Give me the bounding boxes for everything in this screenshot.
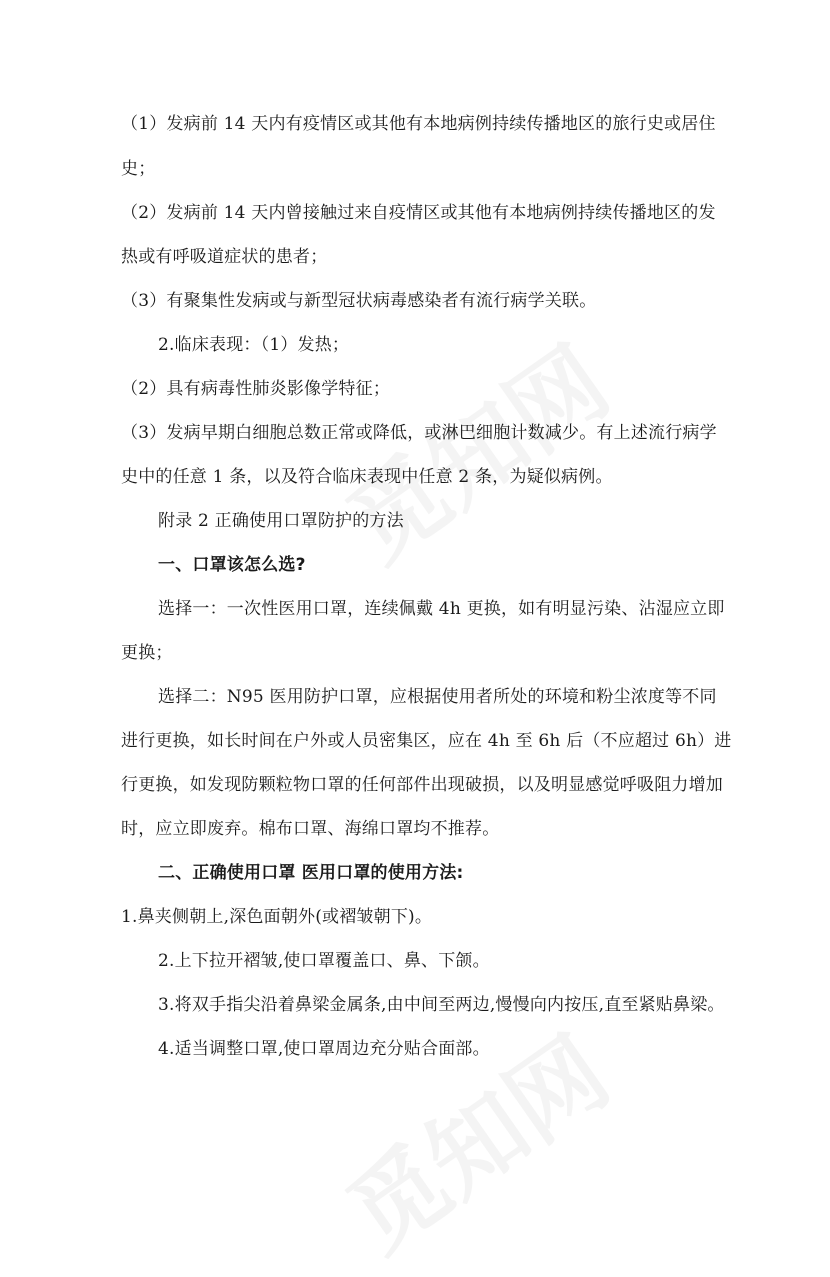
- text-line: 热或有呼吸道症状的患者；: [121, 247, 328, 267]
- section-heading: 二、正确使用口罩 医用口罩的使用方法:: [158, 863, 464, 883]
- text-line: 更换；: [121, 643, 173, 663]
- text-line: （3）有聚集性发病或与新型冠状病毒感染者有流行病学关联。: [121, 291, 597, 311]
- text-line: （2）具有病毒性肺炎影像学特征；: [121, 379, 391, 399]
- list-item: 1.鼻夹侧朝上,深色面朝外(或褶皱朝下)。: [121, 907, 433, 927]
- appendix-heading: 附录 2 正确使用口罩防护的方法: [158, 511, 404, 531]
- text-line: （3）发病早期白细胞总数正常或降低，或淋巴细胞计数减少。有上述流行病学: [121, 423, 717, 443]
- text-line: 史中的任意 1 条，以及符合临床表现中任意 2 条，为疑似病例。: [121, 467, 613, 487]
- text-line: （2）发病前 14 天内曾接触过来自疫情区或其他有本地病例持续传播地区的发: [121, 203, 716, 223]
- text-line: 时，应立即废弃。棉布口罩、海绵口罩均不推荐。: [121, 819, 500, 839]
- text-line: 进行更换，如长时间在户外或人员密集区，应在 4h 至 6h 后（不应超过 6h）进: [121, 731, 732, 751]
- text-line: 史；: [121, 159, 156, 179]
- text-line: 行更换，如发现防颗粒物口罩的任何部件出现破损，以及明显感觉呼吸阻力增加: [121, 775, 723, 795]
- list-item: 2.上下拉开褶皱,使口罩覆盖口、鼻、下颌。: [158, 951, 490, 971]
- text-line: （1）发病前 14 天内有疫情区或其他有本地病例持续传播地区的旅行史或居住: [121, 114, 716, 134]
- list-item: 3.将双手指尖沿着鼻梁金属条,由中间至两边,慢慢向内按压,直至紧贴鼻梁。: [158, 995, 725, 1015]
- list-item: 4.适当调整口罩,使口罩周边充分贴合面部。: [158, 1039, 490, 1059]
- text-line: 选择二：N95 医用防护口罩，应根据使用者所处的环境和粉尘浓度等不同: [158, 687, 717, 707]
- text-line: 2.临床表现：（1）发热；: [158, 335, 350, 355]
- text-line: 选择一：一次性医用口罩，连续佩戴 4h 更换，如有明显污染、沾湿应立即: [158, 599, 725, 619]
- section-heading: 一、口罩该怎么选?: [158, 555, 306, 575]
